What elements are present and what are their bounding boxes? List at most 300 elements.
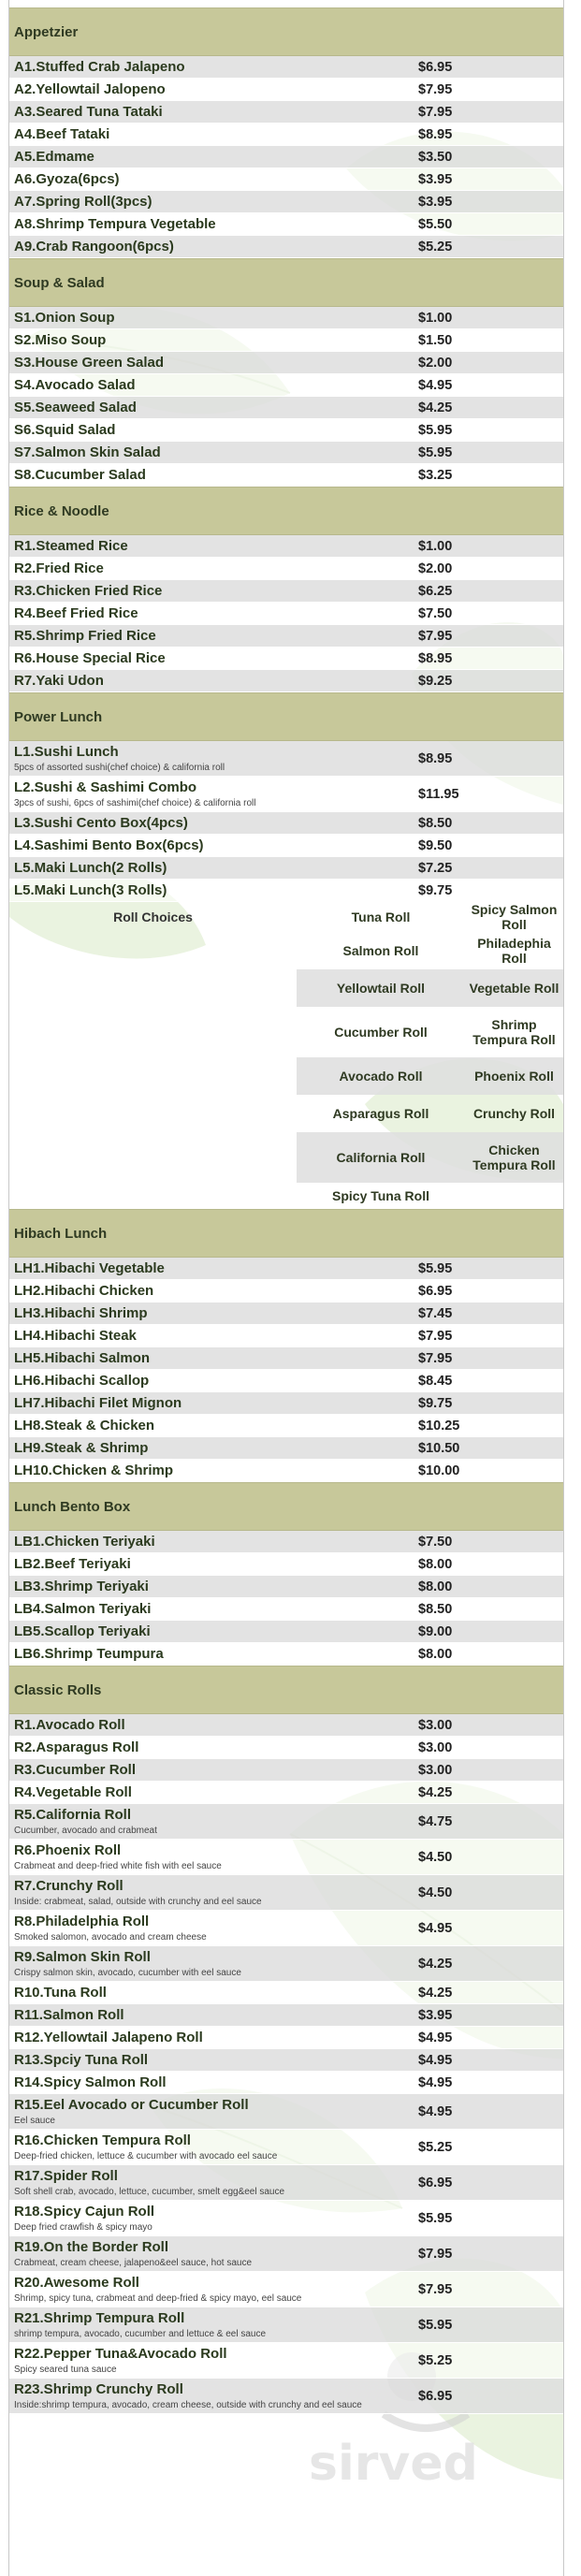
item-name: L3.Sushi Cento Box(4pcs) xyxy=(14,814,188,831)
item-description: Soft shell crab, avocado, lettuce, cucumber, smelt egg&eel sauce xyxy=(14,2187,285,2197)
item-price: $4.50 xyxy=(418,1885,453,1900)
section-header: Appetzier xyxy=(9,7,563,56)
roll-choice: Shrimp Tempura Roll xyxy=(472,1017,556,1047)
menu-item-row xyxy=(9,2165,563,2201)
item-price: $3.00 xyxy=(418,1762,453,1778)
item-info xyxy=(9,1762,418,1779)
menu-item-row xyxy=(9,2004,563,2027)
item-info xyxy=(9,126,418,143)
item-info xyxy=(9,815,418,832)
item-description: Cucumber, avocado and crabmeat xyxy=(14,1826,157,1836)
menu-item-row xyxy=(9,670,563,692)
item-price: $6.95 xyxy=(418,59,453,75)
item-price: $7.95 xyxy=(418,1350,453,1366)
roll-choices-blank xyxy=(9,1007,297,1057)
item-name: R20.Awesome Roll xyxy=(14,2275,139,2291)
item-info xyxy=(9,1418,418,1434)
menu-item-row xyxy=(9,1598,563,1621)
menu-item-row xyxy=(9,558,563,580)
item-name: R5.Shrimp Fried Rice xyxy=(14,627,156,644)
menu-item-row xyxy=(9,2049,563,2072)
item-price: $7.95 xyxy=(418,104,453,120)
menu-item-row xyxy=(9,835,563,857)
item-info xyxy=(9,1949,418,1979)
roll-choices-blank xyxy=(9,932,297,969)
menu-item-row xyxy=(9,419,563,442)
item-info xyxy=(9,1717,418,1734)
menu-item-row xyxy=(9,2201,563,2236)
menu-item-row xyxy=(9,2272,563,2307)
item-info xyxy=(9,1784,418,1801)
item-name: R1.Avocado Roll xyxy=(14,1716,125,1733)
item-name: R2.Fried Rice xyxy=(14,560,104,576)
item-price: $4.50 xyxy=(418,1850,453,1865)
section-header: Lunch Bento Box xyxy=(9,1482,563,1531)
menu-section xyxy=(9,1666,563,2414)
item-price: $4.95 xyxy=(418,2030,453,2045)
item-name: R17.Spider Roll xyxy=(14,2168,118,2184)
menu-section xyxy=(9,0,563,258)
item-name: R23.Shrimp Crunchy Roll xyxy=(14,2381,183,2397)
top-spacer xyxy=(9,0,563,7)
menu-item-row xyxy=(9,124,563,146)
item-info xyxy=(9,560,418,577)
item-info xyxy=(9,239,418,255)
item-info xyxy=(9,744,418,774)
item-name: L1.Sushi Lunch xyxy=(14,744,119,760)
item-price: $5.95 xyxy=(418,444,453,460)
item-price: $9.25 xyxy=(418,673,453,689)
item-info xyxy=(9,1807,418,1837)
item-name: S7.Salmon Skin Salad xyxy=(14,444,161,460)
menu-item-row xyxy=(9,352,563,374)
menu-item-row xyxy=(9,1804,563,1840)
menu-item-row xyxy=(9,1875,563,1911)
roll-choice: Phoenix Roll xyxy=(465,1057,563,1095)
item-price: $4.95 xyxy=(418,377,453,393)
roll-choice: Yellowtail Roll xyxy=(297,969,465,1007)
menu-item-row xyxy=(9,1911,563,1946)
item-price: $7.25 xyxy=(418,860,453,876)
menu-item-row xyxy=(9,741,563,777)
item-name: LH9.Steak & Shrimp xyxy=(14,1439,149,1456)
menu-item-row xyxy=(9,213,563,236)
item-price: $1.00 xyxy=(418,310,453,326)
item-name: L5.Maki Lunch(2 Rolls) xyxy=(14,859,167,876)
menu-content xyxy=(9,0,563,2414)
menu-item-row xyxy=(9,1325,563,1347)
item-price: $5.95 xyxy=(418,422,453,438)
menu-item-row xyxy=(9,1737,563,1759)
item-info xyxy=(9,1283,418,1300)
item-price: $4.95 xyxy=(418,2074,453,2090)
item-price: $4.25 xyxy=(418,1985,453,2001)
item-name: A8.Shrimp Tempura Vegetable xyxy=(14,215,216,232)
watermark-text: sirved xyxy=(309,2436,478,2492)
item-price: $4.95 xyxy=(418,2104,453,2119)
item-info xyxy=(9,194,418,211)
item-name: R9.Salmon Skin Roll xyxy=(14,1949,151,1965)
item-info xyxy=(9,673,418,690)
item-name: A5.Edmame xyxy=(14,148,94,165)
item-name: R1.Steamed Rice xyxy=(14,537,128,554)
item-price: $5.50 xyxy=(418,216,453,232)
item-info xyxy=(9,59,418,76)
menu-item-row xyxy=(9,1840,563,1875)
menu-item-row xyxy=(9,2027,563,2049)
roll-choice: Tuna Roll xyxy=(351,910,411,924)
item-info xyxy=(9,837,418,854)
menu-item-row xyxy=(9,1946,563,1982)
item-info xyxy=(9,1646,418,1663)
item-name: A9.Crab Rangoon(6pcs) xyxy=(14,238,174,255)
item-price: $5.25 xyxy=(418,2140,453,2155)
item-name: R18.Spicy Cajun Roll xyxy=(14,2204,155,2219)
item-info xyxy=(9,1739,418,1756)
item-info xyxy=(9,860,418,877)
item-name: LH3.Hibachi Shrimp xyxy=(14,1304,148,1321)
item-price: $8.00 xyxy=(418,1646,453,1662)
item-name: R21.Shrimp Tempura Roll xyxy=(14,2310,185,2326)
item-name: R11.Salmon Roll xyxy=(14,2006,124,2023)
menu-item-row xyxy=(9,1392,563,1415)
item-name: L5.Maki Lunch(3 Rolls) xyxy=(14,881,167,898)
item-name: R5.California Roll xyxy=(14,1807,132,1823)
item-info xyxy=(9,1842,418,1872)
menu-item-row xyxy=(9,812,563,835)
menu-item-row xyxy=(9,603,563,625)
item-price: $4.25 xyxy=(418,1957,453,1972)
menu-item-row xyxy=(9,101,563,124)
item-name: R15.Eel Avocado or Cucumber Roll xyxy=(14,2097,249,2113)
item-name: LH10.Chicken & Shrimp xyxy=(14,1462,174,1478)
roll-choice: Avocado Roll xyxy=(297,1057,465,1095)
item-price: $9.75 xyxy=(418,882,453,898)
item-price: $8.45 xyxy=(418,1373,453,1389)
menu-item-row xyxy=(9,464,563,487)
item-price: $3.95 xyxy=(418,194,453,210)
item-price: $4.75 xyxy=(418,1814,453,1829)
roll-choice: Asparagus Roll xyxy=(332,1106,429,1121)
roll-choice: Spicy Salmon Roll xyxy=(471,902,558,932)
menu-item-row xyxy=(9,1714,563,1737)
item-info xyxy=(9,2239,418,2269)
item-description: shrimp tempura, avocado, cucumber and lettuce & eel sauce xyxy=(14,2329,267,2339)
item-name: R10.Tuna Roll xyxy=(14,1984,107,2001)
item-name: LB3.Shrimp Teriyaki xyxy=(14,1578,149,1594)
menu-item-row xyxy=(9,535,563,558)
roll-choice xyxy=(465,1183,563,1209)
item-info xyxy=(9,2346,418,2376)
menu-item-row xyxy=(9,2379,563,2414)
menu-item-row xyxy=(9,397,563,419)
section-header: Soup & Salad xyxy=(9,258,563,307)
roll-choices-blank xyxy=(9,1057,297,1095)
roll-choice: Salmon Roll xyxy=(342,943,419,958)
section-header: Hibach Lunch xyxy=(9,1209,563,1258)
item-name: R8.Philadelphia Roll xyxy=(14,1914,150,1929)
item-description: Crabmeat, cream cheese, jalapeno&eel sauce, hot sauce xyxy=(14,2258,253,2268)
item-price: $3.25 xyxy=(418,467,453,483)
item-info xyxy=(9,1328,418,1345)
item-info xyxy=(9,149,418,166)
item-name: LH7.Hibachi Filet Mignon xyxy=(14,1394,182,1411)
item-info xyxy=(9,467,418,484)
item-price: $3.00 xyxy=(418,1739,453,1755)
item-price: $10.50 xyxy=(418,1440,460,1456)
item-price: $8.50 xyxy=(418,815,453,831)
item-name: LB5.Scallop Teriyaki xyxy=(14,1623,151,1639)
item-price: $7.50 xyxy=(418,1534,453,1550)
item-info xyxy=(9,1623,418,1640)
menu-item-row xyxy=(9,1370,563,1392)
roll-choices-blank xyxy=(9,1095,297,1132)
menu-section xyxy=(9,1209,563,1482)
item-name: R4.Beef Fried Rice xyxy=(14,604,138,621)
item-info xyxy=(9,1373,418,1390)
item-name: S8.Cucumber Salad xyxy=(14,466,146,483)
item-info xyxy=(9,400,418,416)
item-info xyxy=(9,2275,418,2305)
item-description: Crispy salmon skin, avocado, cucumber with eel sauce xyxy=(14,1968,241,1978)
item-description: Eel sauce xyxy=(14,2116,55,2126)
menu-item-row xyxy=(9,191,563,213)
menu-item-row xyxy=(9,1531,563,1553)
roll-choices-blank xyxy=(9,1132,297,1183)
item-name: R16.Chicken Tempura Roll xyxy=(14,2132,191,2148)
menu-item-row xyxy=(9,2130,563,2165)
item-info xyxy=(9,332,418,349)
menu-item-row xyxy=(9,329,563,352)
item-info xyxy=(9,2310,418,2340)
item-name: R3.Cucumber Roll xyxy=(14,1761,137,1778)
menu-item-row xyxy=(9,1460,563,1482)
item-price: $7.95 xyxy=(418,1328,453,1344)
item-name: A6.Gyoza(6pcs) xyxy=(14,170,120,187)
item-info xyxy=(9,605,418,622)
item-price: $3.95 xyxy=(418,171,453,187)
item-info xyxy=(9,1534,418,1550)
item-price: $4.95 xyxy=(418,2052,453,2068)
item-price: $8.50 xyxy=(418,1601,453,1617)
item-name: LH5.Hibachi Salmon xyxy=(14,1349,151,1366)
item-price: $9.75 xyxy=(418,1395,453,1411)
item-price: $5.95 xyxy=(418,2318,453,2333)
item-name: R7.Crunchy Roll xyxy=(14,1878,123,1894)
item-info xyxy=(9,2168,418,2198)
item-price: $4.25 xyxy=(418,1784,453,1800)
item-price: $8.95 xyxy=(418,126,453,142)
menu-item-row xyxy=(9,1303,563,1325)
item-info xyxy=(9,1440,418,1457)
item-name: LH8.Steak & Chicken xyxy=(14,1417,155,1434)
menu-item-row xyxy=(9,648,563,670)
item-info xyxy=(9,1395,418,1412)
item-name: L2.Sushi & Sashimi Combo xyxy=(14,779,197,795)
menu-item-row xyxy=(9,374,563,397)
item-description: 5pcs of assorted sushi(chef choice) & california roll xyxy=(14,763,225,773)
section-header: Power Lunch xyxy=(9,692,563,741)
item-info xyxy=(9,2074,418,2091)
menu-item-row xyxy=(9,625,563,648)
item-info xyxy=(9,1350,418,1367)
item-info xyxy=(9,882,418,899)
menu-item-row xyxy=(9,168,563,191)
item-name: S4.Avocado Salad xyxy=(14,376,136,393)
item-price: $6.25 xyxy=(418,583,453,599)
item-info xyxy=(9,355,418,371)
item-name: R22.Pepper Tuna&Avocado Roll xyxy=(14,2346,227,2362)
menu-item-row xyxy=(9,1759,563,1782)
item-name: R6.House Special Rice xyxy=(14,649,166,666)
section-header: Rice & Noodle xyxy=(9,487,563,535)
item-info xyxy=(9,422,418,439)
item-name: LB1.Chicken Teriyaki xyxy=(14,1533,155,1550)
item-description: Deep-fried chicken, lettuce & cucumber with avocado eel sauce xyxy=(14,2151,278,2161)
menu-item-row xyxy=(9,857,563,880)
item-name: R6.Phoenix Roll xyxy=(14,1842,122,1858)
menu-item-row xyxy=(9,79,563,101)
item-name: R13.Spciy Tuna Roll xyxy=(14,2051,149,2068)
item-name: A4.Beef Tataki xyxy=(14,125,110,142)
menu-item-row xyxy=(9,1258,563,1280)
item-info xyxy=(9,2052,418,2069)
menu-section xyxy=(9,692,563,1209)
roll-choices-blank xyxy=(9,969,297,1007)
menu-item-row xyxy=(9,580,563,603)
menu-item-row xyxy=(9,236,563,258)
item-price: $7.95 xyxy=(418,628,453,644)
item-price: $7.95 xyxy=(418,81,453,97)
menu-item-row xyxy=(9,1347,563,1370)
roll-choices-blank xyxy=(9,1183,297,1209)
item-name: LB2.Beef Teriyaki xyxy=(14,1555,131,1572)
menu-item-row xyxy=(9,1553,563,1576)
item-info xyxy=(9,2097,418,2127)
item-name: L4.Sashimi Bento Box(6pcs) xyxy=(14,837,204,853)
item-price: $8.95 xyxy=(418,751,453,766)
menu-item-row xyxy=(9,777,563,812)
item-info xyxy=(9,538,418,555)
roll-choice: Crunchy Roll xyxy=(472,1106,556,1121)
item-info xyxy=(9,2132,418,2162)
item-info xyxy=(9,2204,418,2234)
item-name: LH6.Hibachi Scallop xyxy=(14,1372,150,1389)
item-description: Deep fried crawfish & spicy mayo xyxy=(14,2222,153,2233)
item-name: LB6.Shrimp Teumpura xyxy=(14,1645,164,1662)
item-price: $9.50 xyxy=(418,837,453,853)
item-price: $5.25 xyxy=(418,239,453,255)
menu-item-row xyxy=(9,56,563,79)
roll-choice: Cucumber Roll xyxy=(334,1025,428,1040)
item-name: R19.On the Border Roll xyxy=(14,2239,169,2255)
item-description: Inside: crabmeat, salad, outside with crunchy and eel sauce xyxy=(14,1897,262,1907)
item-description: Spicy seared tuna sauce xyxy=(14,2365,117,2375)
roll-choice: Chicken Tempura Roll xyxy=(465,1132,563,1183)
item-price: $7.45 xyxy=(418,1305,453,1321)
item-name: S6.Squid Salad xyxy=(14,421,116,438)
item-price: $1.50 xyxy=(418,332,453,348)
item-price: $8.00 xyxy=(418,1579,453,1594)
item-price: $4.95 xyxy=(418,1921,453,1936)
item-price: $8.00 xyxy=(418,1556,453,1572)
item-price: $7.95 xyxy=(418,2282,453,2297)
item-price: $6.95 xyxy=(418,2176,453,2190)
menu-item-row xyxy=(9,880,563,902)
item-description: Inside:shrimp tempura, avocado, cream cheese, outside with crunchy and eel sauce xyxy=(14,2400,362,2410)
menu-item-row xyxy=(9,2343,563,2379)
roll-choice: Spicy Tuna Roll xyxy=(332,1188,429,1203)
item-info xyxy=(9,1260,418,1277)
menu-item-row xyxy=(9,1280,563,1303)
item-description: Crabmeat and deep-fried white fish with eel sauce xyxy=(14,1861,222,1871)
item-name: LH4.Hibachi Steak xyxy=(14,1327,137,1344)
item-info xyxy=(9,310,418,327)
menu-item-row xyxy=(9,2307,563,2343)
item-price: $8.95 xyxy=(418,650,453,666)
item-info xyxy=(9,377,418,394)
item-info xyxy=(9,444,418,461)
item-price: $5.25 xyxy=(418,2353,453,2368)
menu-item-row xyxy=(9,2236,563,2272)
section-header: Classic Rolls xyxy=(9,1666,563,1714)
item-info xyxy=(9,1985,418,2001)
item-name: R12.Yellowtail Jalapeno Roll xyxy=(14,2029,203,2045)
item-description: 3pcs of sushi, 6pcs of sashimi(chef choice) & california roll xyxy=(14,798,256,808)
item-price: $2.00 xyxy=(418,355,453,371)
item-name: A2.Yellowtail Jalopeno xyxy=(14,80,166,97)
item-name: S5.Seaweed Salad xyxy=(14,399,137,415)
menu-item-row xyxy=(9,1643,563,1666)
item-info xyxy=(9,628,418,645)
item-price: $5.95 xyxy=(418,2211,453,2226)
menu-item-row xyxy=(9,1621,563,1643)
menu-item-row xyxy=(9,1415,563,1437)
item-info xyxy=(9,779,418,809)
item-name: LH1.Hibachi Vegetable xyxy=(14,1259,165,1276)
item-name: R3.Chicken Fried Rice xyxy=(14,582,163,599)
item-price: $10.00 xyxy=(418,1463,460,1478)
item-price: $10.25 xyxy=(418,1418,460,1434)
item-name: LH2.Hibachi Chicken xyxy=(14,1282,154,1299)
menu-page xyxy=(8,0,564,2576)
item-info xyxy=(9,81,418,98)
roll-choice: Vegetable Roll xyxy=(465,969,563,1007)
item-price: $4.25 xyxy=(418,400,453,415)
item-info xyxy=(9,1305,418,1322)
item-name: S1.Onion Soup xyxy=(14,309,115,326)
item-price: $2.00 xyxy=(418,560,453,576)
item-name: R4.Vegetable Roll xyxy=(14,1783,132,1800)
item-info xyxy=(9,2381,418,2411)
item-info xyxy=(9,216,418,233)
menu-section xyxy=(9,258,563,487)
menu-section xyxy=(9,1482,563,1666)
roll-choice: California Roll xyxy=(297,1132,465,1183)
menu-item-row xyxy=(9,1982,563,2004)
item-price: $7.50 xyxy=(418,605,453,621)
item-name: A1.Stuffed Crab Jalapeno xyxy=(14,58,185,75)
item-name: R2.Asparagus Roll xyxy=(14,1739,139,1755)
item-price: $3.95 xyxy=(418,2007,453,2023)
item-description: Smoked salomon, avocado and cream cheese xyxy=(14,1932,207,1943)
roll-choice: Philadephia Roll xyxy=(477,936,551,966)
item-price: $6.95 xyxy=(418,1283,453,1299)
item-name: S2.Miso Soup xyxy=(14,331,107,348)
roll-choices-label: Roll Choices xyxy=(113,910,193,924)
menu-item-row xyxy=(9,307,563,329)
menu-item-row xyxy=(9,1782,563,1804)
